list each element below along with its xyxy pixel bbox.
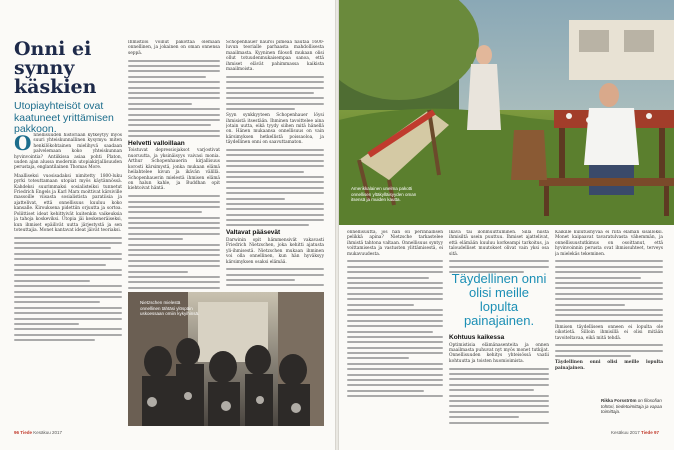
left-footer xyxy=(14,430,62,435)
picnic-photo-caption: Amerikkalainen unelma pakotti onnellisen yltäkylläisyyden oman itsensä ja muiden kautta. xyxy=(351,186,417,202)
closing-line: Täydellinen onni olisi meille lopulta painajainen. xyxy=(555,360,663,371)
right-column-2-text-2: Optimistisia elämänasenteita ja onnen maailmasta puhuvat nyt myös monet tutkijat. Onnellisuuden kehitys yhteisössä vaatii kohtuutta ja toisten huomioimista. xyxy=(449,342,549,364)
right-page xyxy=(339,0,674,450)
left-page-number: 96 xyxy=(14,430,20,435)
left-page xyxy=(0,0,335,450)
author-bio: on filosofian tohtori, tiedetoimittaja ja vapaa toimittaja. xyxy=(601,398,663,414)
article-deck: Utopiayhteisöt ovat kaatuneet yrittämisen pakkoon. xyxy=(14,100,114,135)
left-footer-magazine: Tiede xyxy=(20,430,32,435)
column-3-top-text: Schopenhauer nauroi pimeää nautaa 1600-luvun teorialle parhaasta mahdollisesta maailmasta. Kyyninen filosofi mukaan olisi ollut totuudenmukaisempaa sanoa, että ihmiset elävät pahimmassa kaikista maailmoista. xyxy=(226,40,324,73)
pull-quote: Täydellinen onni olisi meille lopulta painajainen. xyxy=(451,271,547,328)
column-1-text: Maalliseksi vuosisadaksi nimitetty 1800-luku pyrki toteuttamaan utopiat myös käytännössä. Kahdeksi suurimmaksi sosialisteiksi tunnetut Friedrich Engels ja Karl Marx moittivat kärsiville massoille viisasta sosialistista paratiisia ja ajattelivat, että onnellisuus kuuluu koko kansalle. Kirouksena pidettiin orjuutta ja sortoa. Poliittiset ideat kehittyivät kuitenkin vaikeuksia ja tahoja koskeviksi. Utopia jäi keskeneräiseksi, kun ihmiset epäilivät uutta järjestystä ja sen toteuttajia. Monet kantavat ideat jäivät teoriaksi. xyxy=(14,173,122,233)
right-footer xyxy=(611,430,659,435)
right-column-3-text: Kaikille kulutushyvää ei riitä elämän sisällöksi. Monet kaipaavat tavaratulvasta vähemmän, ja onnellisuustutkimus on osoittanut, että hyvinvoinnin perusta ovat ihmissuhteet, terveys ja mielekäs tekeminen. xyxy=(555,230,663,257)
street-photo-caption: Nietzschen mielestä onnellinen tähtäsi ylöspäin uskoessaan omiin kykyihinsä. xyxy=(140,300,200,316)
column-1-filler xyxy=(14,237,122,341)
right-footer-issue: Kesäkuu 2017 xyxy=(611,430,640,435)
author-name: Rikka Forsström xyxy=(601,398,637,403)
article-title: Onni ei synny käskien xyxy=(14,38,97,98)
author-credit xyxy=(601,398,665,415)
right-column-3 xyxy=(555,230,663,390)
left-footer-issue: Kesäkuu 2017 xyxy=(33,430,62,435)
right-column-1 xyxy=(347,230,443,426)
right-column-1-text: onnellisuutta, jos hän oli perinnällisen pelikkä apina? Nietzsche tarkastelee ihmistä tahtona valtaan. Onnellisuus syntyy voittamisesta ja vastusten ylittämisestä, ei mukavuudesta. xyxy=(347,230,443,257)
column-2-subhead: Helvetti valloillaan xyxy=(128,140,185,148)
column-2-top-text: Ihmistiloi voinut pakottaa olemaan onnellinen, ja jokainen on oman onnensa seppä. xyxy=(128,40,220,56)
right-column-2-subhead: Kohtuus kaikessa xyxy=(449,334,505,342)
left-column-1 xyxy=(14,133,122,425)
intro-text: nnellisuuden historiaan kytkeytyy myös suuri yhteiskunnallinen kysymys: miten henkilökohtainen mielihyvä saadaan palvelemaan koko yhteiskunnan hyvinvointia? Antiikissa asiaa pohti Platon, uuden ajan alussa modernin utopiakirjallisuuden perustaja, englantilainen Thomas More. xyxy=(14,133,122,171)
right-column-2-text: Ikävä tai ilonmuuttuminen. Sillä niistä ihmisiltä usein puuttuu. Ihmiset ajattelivat, että elämään kuuluu korkeampi tarkoitus, ja taloudelliset muutokset olivat vain yksi osa sitä. xyxy=(449,230,549,257)
column-2-text: Toistuvat depressiojaksot varjostivat nuoruutta, ja yksinäisyys vaivasi monia. Arthur Schopenhauerin kirjallisuus korosti kärsimystä, jonka mukaan elämä heilahtelee kivun ja ikävän välillä. Schopenhauerin mielestä ihmisen elämä on halun kahle, ja Buddhan opit kiehtoivat häntä. xyxy=(128,148,220,192)
column-3-subhead: Valtavat pääsevät xyxy=(226,229,281,237)
right-column-2 xyxy=(449,230,549,426)
right-footer-magazine: Tiede xyxy=(641,430,653,435)
right-column-3-text-2: Ihmisen täydelliseen onneen ei lopulta ole oikotietä. Silloin ihmisillä ei olisi mitään tavoiteltavaa, eikä mitä tehdä. xyxy=(555,324,663,341)
right-page-number: 97 xyxy=(653,430,659,435)
left-column-3 xyxy=(226,40,324,290)
dropcap: O xyxy=(14,133,32,155)
left-column-2 xyxy=(128,40,220,290)
column-3-text: Syyn synkkyyteen Schopenhauer löysi ihmisistä itsestään. Ihminen tavoittelee aina jotain uutta, eikä tyydy siihen mitä hänellä on. Hänen mukaansa onnellisuus on vain kärsimyksen hetkellistä poissaoloa, ja täydellinen onni on saavuttamaton. xyxy=(226,113,324,146)
column-3-text-2: Darwinin opit hämmensivät vakavasti Friedrich Nietzschen, joka kehitti ajatusta yli-ihmisestä. Nietzschen mukaan ihminen voi olla onnellinen, kun hän hyväksyy kärsimyksen osaksi elämää. xyxy=(226,237,324,265)
